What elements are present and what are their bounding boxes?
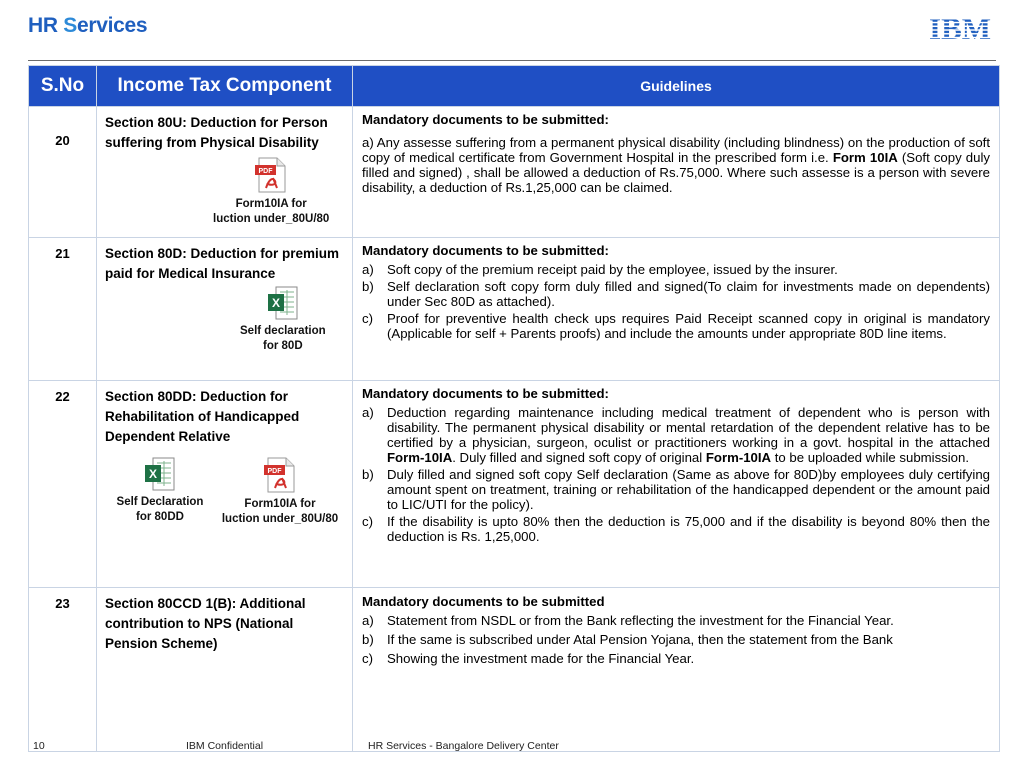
attachment-self-declaration-80dd[interactable]: X Self Declaration for 80DD [117, 457, 204, 527]
excel-icon [268, 286, 298, 320]
list-item: c) Showing the investment made for the Financial Year. [362, 651, 695, 666]
tax-guidelines-table [28, 65, 1000, 752]
mandatory-heading: Mandatory documents to be submitted: [362, 243, 609, 258]
component-title: Section 80U: Deduction for Person suffering from Physical Disability [105, 115, 328, 150]
list-item: a) Deduction regarding maintenance including medical treatment of dependent who is person with disability. The permanent physical disability or mental retardation of the dependent relative has to be certified by a physician, surgeon, oculist or practitioners working in a govt. hospital in the attached Form-10IA. Duly filled and signed soft copy of original Form-10IA to be uploaded while submission. [362, 405, 990, 465]
list-item: b) Duly filled and signed soft copy Self declaration (Same as above for 80D)by employees duly certifying amount spent on treatment, training or rehabilitation of the handicapped dependent or the amount paid to LIC/UTI for the policy). [362, 467, 990, 512]
table-row [29, 238, 1000, 381]
component-title: Section 80DD: Deduction for Rehabilitation of Handicapped Dependent Relative [105, 389, 300, 444]
header-rule [28, 60, 996, 61]
table-row [29, 107, 1000, 238]
pdf-icon [264, 457, 296, 493]
row-component [97, 588, 353, 752]
row-component [97, 381, 353, 588]
table-row [29, 381, 1000, 588]
list-item: b) Self declaration soft copy form duly filled and signed(To claim for investments made on dependents) under Sec 80D as attached). [362, 279, 990, 309]
page-number: 10 [33, 740, 45, 752]
footer-center-text: HR Services - Bangalore Delivery Center [368, 740, 559, 752]
row-sno: 20 [29, 107, 97, 238]
header-component: Income Tax Component [97, 66, 353, 107]
list-item: a) Soft copy of the premium receipt paid by the employee, issued by the insurer. [362, 262, 838, 277]
header-guidelines: Guidelines [353, 66, 1000, 107]
attachment-form10ia[interactable]: PDF Form10IA for luction under_80U/80 [213, 157, 329, 227]
svg-text:X: X [271, 296, 280, 310]
component-title: Section 80CCD 1(B): Additional contribution to NPS (National Pension Scheme) [105, 596, 306, 651]
guideline-list [362, 611, 990, 668]
component-title: Section 80D: Deduction for premium paid for Medical Insurance [105, 246, 340, 281]
row-guidelines [353, 588, 1000, 752]
attachment-form10ia[interactable]: PDF Form10IA for luction under_80U/80 [222, 457, 338, 527]
row-sno: 21 [29, 238, 97, 381]
pdf-icon [255, 157, 287, 193]
svg-text:X: X [148, 467, 157, 481]
guideline-list [362, 262, 990, 341]
row-guidelines [353, 107, 1000, 238]
row-sno: 22 [29, 381, 97, 588]
list-item: a) Statement from NSDL or from the Bank reflecting the investment for the Financial Year. [362, 613, 894, 628]
list-item: b) If the same is subscribed under Atal Pension Yojana, then the statement from the Bank [362, 632, 893, 647]
svg-text:PDF: PDF [258, 168, 273, 175]
list-item: c) Proof for preventive health check ups requires Paid Receipt scanned copy in original is mandatory (Applicable for self + Parents proofs) and include the amounts under appropriate 80D line items. [362, 311, 990, 341]
row-component [97, 238, 353, 381]
svg-text:PDF: PDF [267, 468, 282, 475]
attachment-self-declaration-80d[interactable]: X Self declaration for 80D [240, 286, 326, 354]
row-guidelines [353, 238, 1000, 381]
row-guidelines [353, 381, 1000, 588]
ibm-logo-icon [926, 12, 994, 42]
page-title: HR Services [28, 14, 148, 37]
list-item: c) If the disability is upto 80% then the deduction is 75,000 and if the disability is beyond 80% then the deduction is Rs. 1,25,000. [362, 514, 990, 544]
excel-icon [145, 457, 175, 491]
row-sno: 23 [29, 588, 97, 752]
table-row [29, 588, 1000, 752]
table-header-row [29, 66, 1000, 107]
guideline-text: a) Any assesse suffering from a permanent physical disability (including blindness) on the production of soft copy of medical certificate from Government Hospital in the prescribed form i.e. Form 10IA (Soft copy duly filled and signed) , shall be allowed a deduction of Rs.75,000. Where such assesse is a person with severe disability, a deduction of Rs.1,25,000 can be claimed. [362, 135, 991, 195]
mandatory-heading: Mandatory documents to be submitted [362, 594, 605, 609]
confidential-label: IBM Confidential [186, 740, 264, 752]
header-sno: S.No [29, 66, 97, 107]
mandatory-heading: Mandatory documents to be submitted: [362, 112, 609, 127]
row-component [97, 107, 353, 238]
guideline-list [362, 405, 990, 544]
mandatory-heading: Mandatory documents to be submitted: [362, 386, 609, 401]
